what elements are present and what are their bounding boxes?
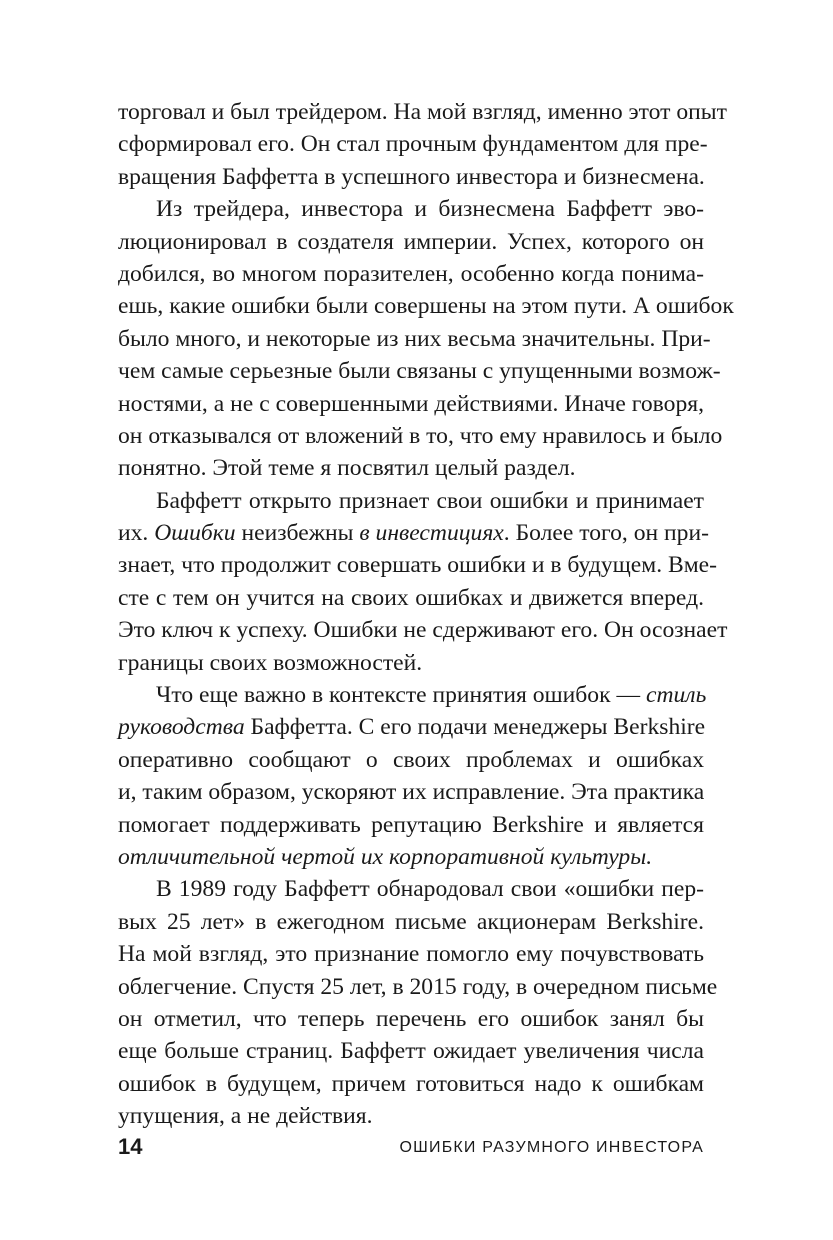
text-line: он отказывался от вложений в то, что ему нравилось и было — [118, 422, 723, 449]
text-line: вращения Баффетта в успешного инвестора и бизнесмена. — [118, 163, 705, 190]
text-line: Это ключ к успеху. Ошибки не сдерживают его. Он осознает — [118, 617, 728, 644]
text-line: торговал и был трейдером. На мой взгляд, именно этот опыт — [118, 99, 727, 125]
text-line: ешь, какие ошибки были совершены на этом пути. А ошибок — [118, 293, 734, 320]
text-line: ностями, а не с совершенными действиями. Иначе говоря, — [118, 390, 704, 417]
text-line: ошибок в будущем, причем готовиться надо к ошибкам — [118, 1070, 704, 1097]
italic-emphasis: Ошибки — [154, 520, 236, 547]
text-line: сформировал его. Он стал прочным фундаментом для пре- — [118, 131, 708, 158]
text-line: добился, во многом поразителен, особенно когда понима- — [118, 260, 704, 287]
text-line: он отметил, что теперь перечень его ошибок занял бы — [118, 1005, 704, 1032]
text-line: вых 25 лет» в ежегодном письме акционерам Berkshire. — [118, 908, 704, 935]
text-line: упущения, а не действия. — [118, 1103, 373, 1130]
paragraph-first-line: В 1989 году Баффетт обнародовал свои «ошибки пер- — [156, 876, 704, 903]
text-line: и, таким образом, ускоряют их исправление. Эта практика — [118, 779, 705, 806]
italic-emphasis: отличительной чертой их корпоративной культуры. — [118, 843, 653, 870]
italic-emphasis: руководства — [118, 714, 245, 741]
paragraph-first-line: Что еще важно в контексте принятия ошибок — стиль — [156, 682, 707, 709]
paragraph-first-line: Баффетт открыто признает свои ошибки и принимает — [156, 487, 704, 514]
text-line: облегчение. Спустя 25 лет, в 2015 году, в очередном письме — [118, 973, 718, 1000]
text-line: оперативно сообщают о своих проблемах и ошибках — [118, 746, 704, 773]
text-line: было много, и некоторые из них весьма значительны. При- — [118, 325, 711, 352]
text-line: сте с тем он учится на своих ошибках и движется вперед. — [118, 584, 704, 611]
text-line: руководства Баффетта. С его подачи менеджеры Berkshire — [118, 714, 706, 741]
text-line: На мой взгляд, это признание помогло ему почувствовать — [118, 941, 704, 968]
page-number: 14 — [118, 1134, 143, 1159]
text-line: границы своих возможностей. — [118, 649, 423, 676]
text-line — [118, 841, 704, 873]
text-line: люционировал в создателя империи. Успех, которого он — [118, 228, 704, 255]
page-footer — [118, 1133, 704, 1163]
page-body-text — [118, 96, 734, 1133]
text-line: знает, что продолжит совершать ошибки и в будущем. Вме- — [118, 552, 717, 579]
text-line: помогает поддерживать репутацию Berkshire и является — [118, 811, 704, 838]
paragraph-first-line: Из трейдера, инвестора и бизнесмена Баффетт эво- — [156, 196, 704, 223]
italic-emphasis: стиль — [645, 682, 707, 709]
text-line: чем самые серьезные были связаны с упущенными возмож- — [118, 358, 721, 385]
italic-emphasis: в инвестициях — [359, 520, 504, 547]
text-line: их. Ошибки неизбежны в инвестициях. Более того, он при- — [118, 520, 709, 547]
text-line: понятно. Этой теме я посвятил целый раздел. — [118, 455, 576, 482]
text-line: еще больше страниц. Баффетт ожидает увеличения числа — [118, 1038, 704, 1065]
running-title: ОШИБКИ РАЗУМНОГО ИНВЕСТОРА — [399, 1139, 704, 1156]
